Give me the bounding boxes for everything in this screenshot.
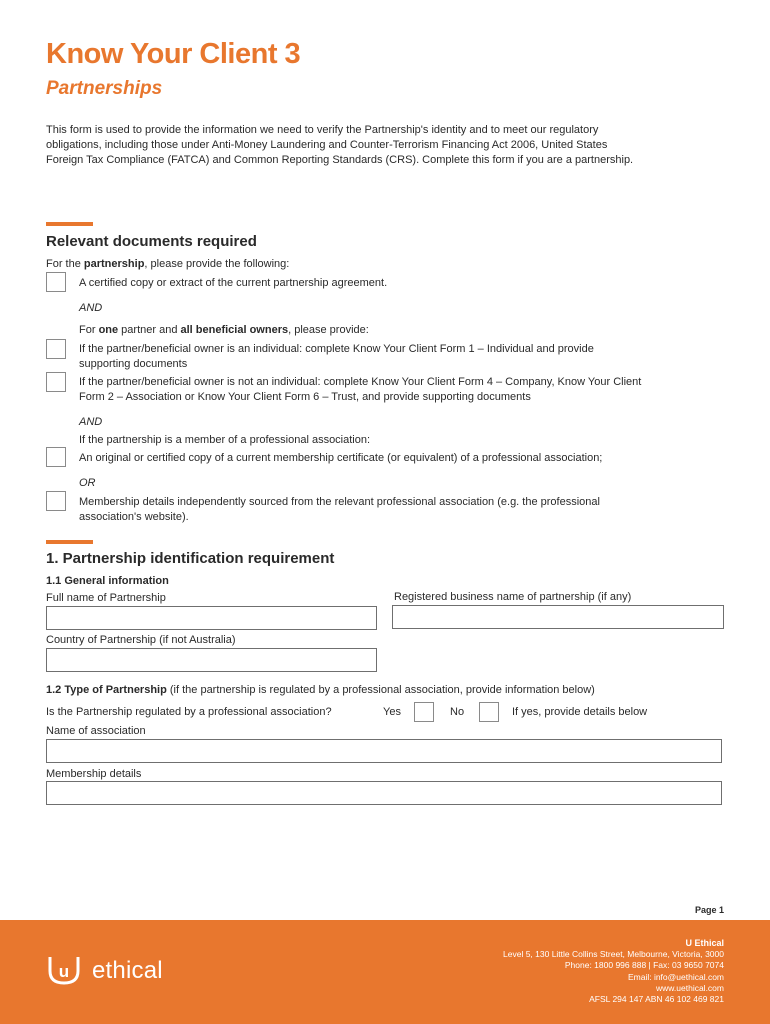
full-name-field[interactable]	[46, 606, 377, 630]
full-name-label: Full name of Partnership	[46, 592, 166, 604]
text-bold: partnership	[83, 258, 145, 270]
intro-paragraph	[46, 123, 726, 168]
u-logo-icon	[46, 955, 82, 987]
association-name-field[interactable]	[46, 739, 722, 763]
checkbox-membership-details[interactable]	[46, 491, 66, 511]
country-field[interactable]	[46, 648, 377, 672]
no-label: No	[450, 706, 465, 718]
if-yes-note: If yes, provide details below	[512, 706, 648, 718]
section-rule	[46, 222, 93, 226]
item-membership-certificate: An original or certified copy of a current membership certificate (or equivalent) of a professional association;	[79, 452, 603, 464]
svg-text:u: u	[58, 962, 70, 981]
text: , please provide:	[288, 324, 369, 336]
item-individual	[79, 342, 729, 372]
registered-name-label: Registered business name of partnership (if any)	[394, 591, 632, 603]
type-heading	[46, 683, 595, 698]
text-bold: all beneficial owners	[180, 324, 289, 336]
or-separator: OR	[79, 477, 96, 489]
footer-company: U Ethical	[685, 938, 724, 948]
footer-address	[503, 938, 724, 1005]
form-title: Know Your Client 3	[46, 38, 301, 70]
footer-afsl: AFSL 294 147 ABN 46 102 469 821	[589, 994, 724, 1005]
checkbox-no[interactable]	[479, 702, 499, 722]
intro-line: Foreign Tax Compliance (FATCA) and Common Reporting Standards (CRS). Complete this form if you are a partnership.	[46, 154, 634, 166]
text: For	[79, 324, 99, 336]
checkbox-individual[interactable]	[46, 339, 66, 359]
and-separator: AND	[79, 302, 103, 314]
text: partner and	[118, 324, 181, 336]
yes-label: Yes	[383, 706, 401, 718]
page-number: Page 1	[694, 905, 724, 915]
registered-name-field[interactable]	[392, 605, 724, 629]
membership-details-field[interactable]	[46, 781, 722, 805]
checkbox-partnership-agreement[interactable]	[46, 272, 66, 292]
text: For the	[46, 258, 84, 270]
footer-phone: Phone: 1800 996 888 | Fax: 03 9650 7074	[564, 960, 724, 971]
checkbox-membership-certificate[interactable]	[46, 447, 66, 467]
section1-heading: 1. Partnership identification requirement	[46, 550, 335, 567]
and-separator: AND	[79, 416, 103, 428]
item-line: Membership details independently sourced from the relevant professional association (e.g. the professional	[79, 496, 600, 508]
item-non-individual	[79, 375, 739, 405]
item-membership-details	[79, 495, 729, 525]
item-line: supporting documents	[79, 358, 188, 370]
documents-intro	[46, 257, 289, 272]
text-bold: one	[98, 324, 119, 336]
section-rule	[46, 540, 93, 544]
checkbox-non-individual[interactable]	[46, 372, 66, 392]
membership-details-label: Membership details	[46, 768, 142, 780]
general-info-heading: 1.1 General information	[46, 575, 169, 587]
association-name-label: Name of association	[46, 725, 146, 737]
regulated-question: Is the Partnership regulated by a professional association?	[46, 706, 332, 718]
text: , please provide the following:	[144, 258, 290, 270]
footer-website[interactable]: www.uethical.com	[655, 982, 724, 993]
intro-line: This form is used to provide the information we need to verify the Partnership's identity and to meet our regulatory	[46, 124, 599, 136]
footer-logo	[46, 954, 163, 988]
item-line: association's website).	[79, 511, 189, 523]
form-subtitle: Partnerships	[46, 78, 163, 99]
item-partnership-agreement: A certified copy or extract of the current partnership agreement.	[79, 277, 388, 289]
partner-intro	[79, 323, 369, 338]
item-line: Form 2 – Association or Know Your Client Form 6 – Trust, and provide supporting documents	[79, 391, 531, 403]
footer-street: Level 5, 130 Little Collins Street, Melbourne, Victoria, 3000	[503, 949, 724, 960]
country-label: Country of Partnership (if not Australia)	[46, 634, 236, 646]
intro-line: obligations, including those under Anti-Money Laundering and Counter-Terrorism Financing Act 2006, United States	[46, 139, 608, 151]
item-line: If the partner/beneficial owner is an individual: complete Know Your Client Form 1 – Individual and provide	[79, 343, 594, 355]
checkbox-yes[interactable]	[414, 702, 434, 722]
documents-heading: Relevant documents required	[46, 233, 257, 250]
item-line: If the partner/beneficial owner is not an individual: complete Know Your Client Form 4 – Company, Know Your Client	[79, 376, 642, 388]
member-intro: If the partnership is a member of a professional association:	[79, 434, 371, 446]
footer-email[interactable]: Email: info@uethical.com	[627, 971, 724, 982]
text-bold: 1.2 Type of Partnership	[46, 684, 167, 696]
logo-text: ethical	[92, 957, 163, 984]
text: (if the partnership is regulated by a professional association, provide information below)	[166, 684, 595, 696]
